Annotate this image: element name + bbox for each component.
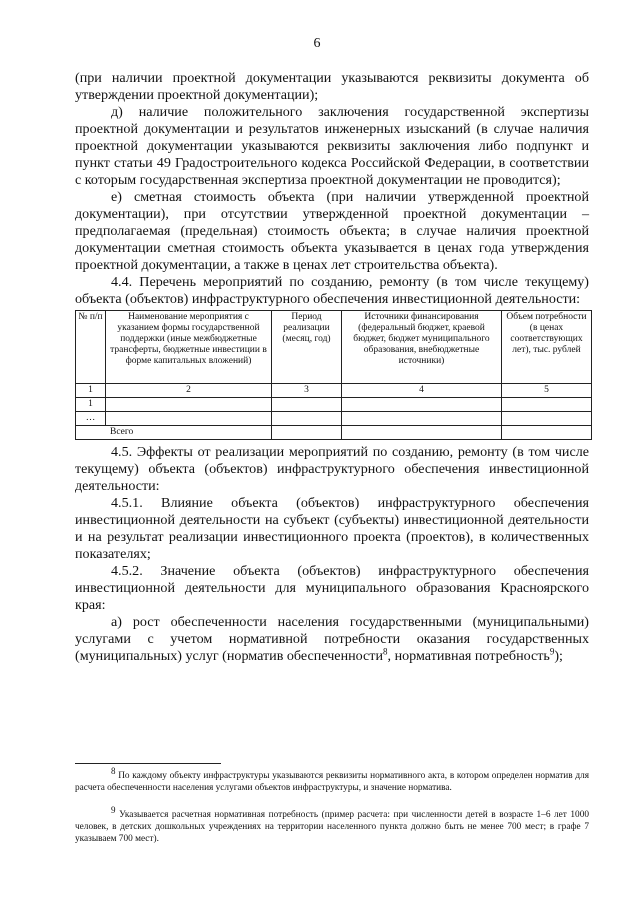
text-fragment: , нормативная потребность — [387, 648, 550, 664]
header-funding-sources: Источники финансирования (федеральный бюджет, краевой бюджет, бюджет муниципального образования, внебюджетные источники) — [342, 311, 502, 384]
table-numbers-row — [76, 384, 592, 398]
table-cell — [342, 412, 502, 426]
text-fragment: а) рост обеспеченности населения государственными (муниципальными) услугами с учетом нормативной потребности оказания государственных (муниципальных) услуг (норматив обеспеченности — [75, 614, 589, 664]
footnote-separator — [75, 763, 221, 764]
table-cell — [502, 398, 592, 412]
header-period: Период реализации (месяц, год) — [272, 311, 342, 384]
table-cell: … — [76, 412, 106, 426]
table-row — [76, 398, 592, 412]
footnote-mark: 9 — [111, 804, 116, 815]
paragraph-estimate: е) сметная стоимость объекта (при наличии утвержденной проектной документации), при отсутствии утвержденной проектной документации – предполагаемая (предельная) стоимость объекта; в случае наличия проектной документации сметная стоимость объекта указывается в ценах года утверждения проектной документации, а также в ценах лет строительства объекта). — [75, 189, 589, 273]
total-label: Всего — [76, 426, 272, 440]
table-cell — [342, 426, 502, 440]
table-cell: 4 — [342, 384, 502, 398]
footnote-text: Указывается расчетная нормативная потребность (пример расчета: при численности детей в возрасте 1–6 лет 1000 человек, в детских дошкольных учреждениях на территории населенного пункта должно быть не менее 700 мест; в графе 7 указываем 700 мест). — [75, 810, 589, 844]
table-cell — [272, 398, 342, 412]
measures-table — [75, 310, 592, 440]
table-cell — [502, 426, 592, 440]
table-row — [76, 412, 592, 426]
table-cell: 2 — [106, 384, 272, 398]
table-total-row — [76, 426, 592, 440]
footnote-ref-9[interactable]: 9 — [549, 646, 555, 657]
table-cell — [106, 398, 272, 412]
footnote-text: По каждому объекту инфраструктуры указываются реквизиты нормативного акта, в котором определен норматив для расчета обеспеченности населения услугами объектов инфраструктуры, и значение норматива. — [75, 771, 589, 793]
table-cell: 1 — [76, 398, 106, 412]
paragraph-requisites: (при наличии проектной документации указываются реквизиты документа об утверждении проектной документации); — [75, 70, 589, 103]
table-cell: 3 — [272, 384, 342, 398]
text-fragment: ); — [554, 648, 563, 664]
table-cell — [342, 398, 502, 412]
table-cell — [272, 412, 342, 426]
table-cell — [502, 412, 592, 426]
document-body — [75, 70, 589, 665]
paragraph-4-5: 4.5. Эффекты от реализации мероприятий по созданию, ремонту (в том числе текущему) объекта (объектов) инфраструктурного обеспечения инвестиционной деятельности: — [75, 444, 589, 494]
table-header-row — [76, 311, 592, 384]
footnote-mark: 8 — [111, 765, 116, 776]
table-cell: 5 — [502, 384, 592, 398]
table-cell — [106, 412, 272, 426]
header-measure-name: Наименование мероприятия с указанием формы государственной поддержки (иные межбюджетные трансферты, бюджетные инвестиции в форме капитальных вложений) — [106, 311, 272, 384]
table-cell — [272, 426, 342, 440]
table-cell: 1 — [76, 384, 106, 398]
header-volume: Объем потребности (в ценах соответствующих лет), тыс. рублей — [502, 311, 592, 384]
page-number: 6 — [313, 36, 321, 51]
footnote-9 — [75, 804, 589, 845]
paragraph-service-growth — [75, 614, 589, 665]
header-number: № п/п — [76, 311, 106, 384]
paragraph-4-4: 4.4. Перечень мероприятий по созданию, ремонту (в том числе текущему) объекта (объектов) инфраструктурного обеспечения инвестиционной деятельности: — [75, 274, 589, 307]
paragraph-4-5-1: 4.5.1. Влияние объекта (объектов) инфраструктурного обеспечения инвестиционной деятельности на субъект (субъекты) инвестиционной деятельности и на результат реализации инвестиционного проекта (проектов), в количественных показателях; — [75, 495, 589, 562]
paragraph-4-5-2: 4.5.2. Значение объекта (объектов) инфраструктурного обеспечения инвестиционной деятельности для муниципального образования Красноярского края: — [75, 563, 589, 613]
paragraph-expertise: д) наличие положительного заключения государственной экспертизы проектной документации и результатов инженерных изысканий (в случае наличия проектной документации указываются реквизиты заключения либо подпункт и пункт статьи 49 Градостроительного кодекса Российской Федерации, в соответствии с которым государственная экспертиза проектной документации не проводится); — [75, 104, 589, 188]
footnote-ref-8[interactable]: 8 — [383, 646, 388, 657]
footnote-8 — [75, 765, 589, 794]
